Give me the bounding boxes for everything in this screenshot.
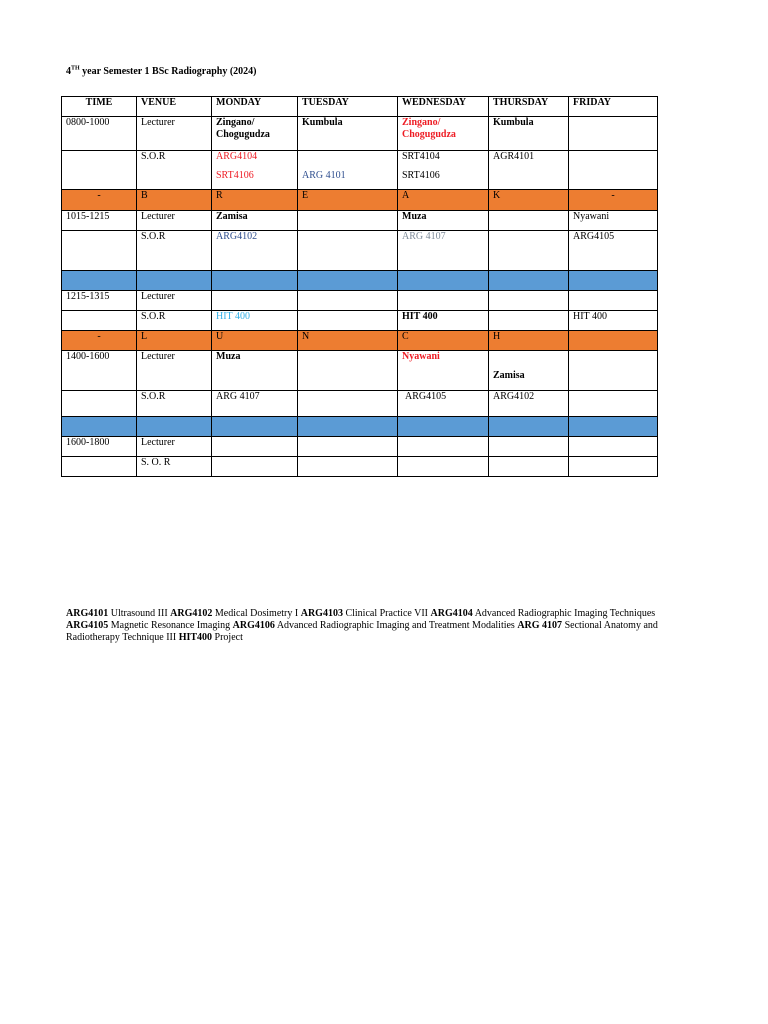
wednesday-cell: ARG 4107 [398, 231, 489, 271]
header-monday: MONDAY [212, 97, 298, 117]
time-cell: 1015-1215 [62, 211, 137, 231]
table-row [62, 117, 658, 151]
table-row [62, 351, 658, 391]
header-venue: VENUE [137, 97, 212, 117]
lunch-cell: - [62, 331, 137, 351]
header-friday: FRIDAY [569, 97, 658, 117]
legend-code: ARG4104 [430, 608, 473, 619]
header-wednesday: WEDNESDAY [398, 97, 489, 117]
tuesday-cell [298, 391, 398, 417]
thursday-cell: AGR4101 [489, 151, 569, 190]
legend-name: Advanced Radiographic Imaging and Treatment Modalities [274, 620, 518, 631]
timetable [61, 96, 658, 477]
time-cell [62, 151, 137, 190]
blank-row [62, 271, 658, 291]
header-thursday: THURSDAY [489, 97, 569, 117]
break-cell: K [489, 190, 569, 211]
legend-code: ARG4102 [170, 608, 213, 619]
wednesday-cell: SRT4104 SRT4106 [398, 151, 489, 190]
wednesday-cell [398, 291, 489, 311]
monday-cell: Muza [212, 351, 298, 391]
legend-code: ARG4106 [232, 620, 275, 631]
thursday-cell [489, 291, 569, 311]
thursday-cell [489, 231, 569, 271]
legend-name: Magnetic Resonance Imaging [108, 620, 233, 631]
wednesday-cell: Zingano/ Chogugudza [398, 117, 489, 151]
friday-cell: ARG4105 [569, 231, 658, 271]
friday-cell [569, 117, 658, 151]
header-tuesday: TUESDAY [298, 97, 398, 117]
legend-code: ARG4103 [300, 608, 343, 619]
legend-name: Sectional Anatomy and Radiotherapy Technique III [66, 620, 658, 643]
tuesday-cell: ARG 4101 [298, 151, 398, 190]
venue-cell: S. O. R [137, 457, 212, 477]
time-cell [62, 391, 137, 417]
friday-cell [569, 391, 658, 417]
time-cell [62, 231, 137, 271]
monday-cell: ARG 4107 [212, 391, 298, 417]
legend-code: ARG4101 [66, 608, 109, 619]
course-legend [66, 608, 666, 644]
table-row [62, 151, 658, 190]
break-cell: - [569, 190, 658, 211]
break-cell: - [62, 190, 137, 211]
friday-cell [569, 351, 658, 391]
tuesday-cell [298, 311, 398, 331]
break-cell: B [137, 190, 212, 211]
legend-code: HIT400 [178, 632, 213, 643]
lunch-cell [569, 331, 658, 351]
break-row [62, 190, 658, 211]
break-cell: A [398, 190, 489, 211]
table-row [62, 457, 658, 477]
friday-cell [569, 151, 658, 190]
tuesday-cell [298, 351, 398, 391]
wednesday-cell: ARG4105 [398, 391, 489, 417]
header-time: TIME [62, 97, 137, 117]
lunch-cell: L [137, 331, 212, 351]
title-superscript: TH [71, 65, 80, 72]
friday-cell: Nyawani [569, 211, 658, 231]
legend-name: Ultrasound III [108, 608, 171, 619]
time-cell [62, 311, 137, 331]
break-cell: R [212, 190, 298, 211]
tuesday-cell: Kumbula [298, 117, 398, 151]
legend-code: ARG 4107 [517, 620, 563, 631]
time-cell: 1400-1600 [62, 351, 137, 391]
lunch-row [62, 331, 658, 351]
table-row [62, 231, 658, 271]
venue-cell: Lecturer [137, 351, 212, 391]
friday-cell [569, 291, 658, 311]
table-row [62, 291, 658, 311]
break-cell: E [298, 190, 398, 211]
lunch-cell: U [212, 331, 298, 351]
venue-cell: S.O.R [137, 311, 212, 331]
wednesday-cell: Nyawani [398, 351, 489, 391]
legend-name: Clinical Practice VII [342, 608, 431, 619]
time-cell: 1600-1800 [62, 437, 137, 457]
table-row [62, 437, 658, 457]
time-cell: 0800-1000 [62, 117, 137, 151]
wednesday-cell: HIT 400 [398, 311, 489, 331]
lunch-cell: H [489, 331, 569, 351]
venue-cell: Lecturer [137, 211, 212, 231]
table-row [62, 211, 658, 231]
venue-cell: S.O.R [137, 391, 212, 417]
monday-cell: HIT 400 [212, 311, 298, 331]
thursday-cell: Kumbula [489, 117, 569, 151]
thursday-cell: Zamisa [489, 351, 569, 391]
lunch-cell: N [298, 331, 398, 351]
venue-cell: Lecturer [137, 291, 212, 311]
friday-cell: HIT 400 [569, 311, 658, 331]
header-row [62, 97, 658, 117]
venue-cell: S.O.R [137, 231, 212, 271]
table-row [62, 311, 658, 331]
legend-name: Project [212, 632, 243, 643]
legend-name: Advanced Radiographic Imaging Techniques [472, 608, 656, 619]
venue-cell: Lecturer [137, 437, 212, 457]
wednesday-cell: Muza [398, 211, 489, 231]
time-cell [62, 457, 137, 477]
venue-cell: S.O.R [137, 151, 212, 190]
monday-cell: Zingano/ Chogugudza [212, 117, 298, 151]
tuesday-cell [298, 211, 398, 231]
table-row [62, 391, 658, 417]
legend-name: Medical Dosimetry I [212, 608, 301, 619]
monday-cell [212, 291, 298, 311]
tuesday-cell [298, 291, 398, 311]
monday-cell: ARG4104 SRT4106 [212, 151, 298, 190]
legend-code: ARG4105 [66, 620, 109, 631]
blank-row [62, 417, 658, 437]
monday-cell: ARG4102 [212, 231, 298, 271]
thursday-cell [489, 211, 569, 231]
lunch-cell: C [398, 331, 489, 351]
thursday-cell [489, 311, 569, 331]
tuesday-cell [298, 231, 398, 271]
time-cell: 1215-1315 [62, 291, 137, 311]
monday-cell: Zamisa [212, 211, 298, 231]
page-title: 4TH year Semester 1 BSc Radiography (2024) [66, 65, 257, 77]
thursday-cell: ARG4102 [489, 391, 569, 417]
venue-cell: Lecturer [137, 117, 212, 151]
